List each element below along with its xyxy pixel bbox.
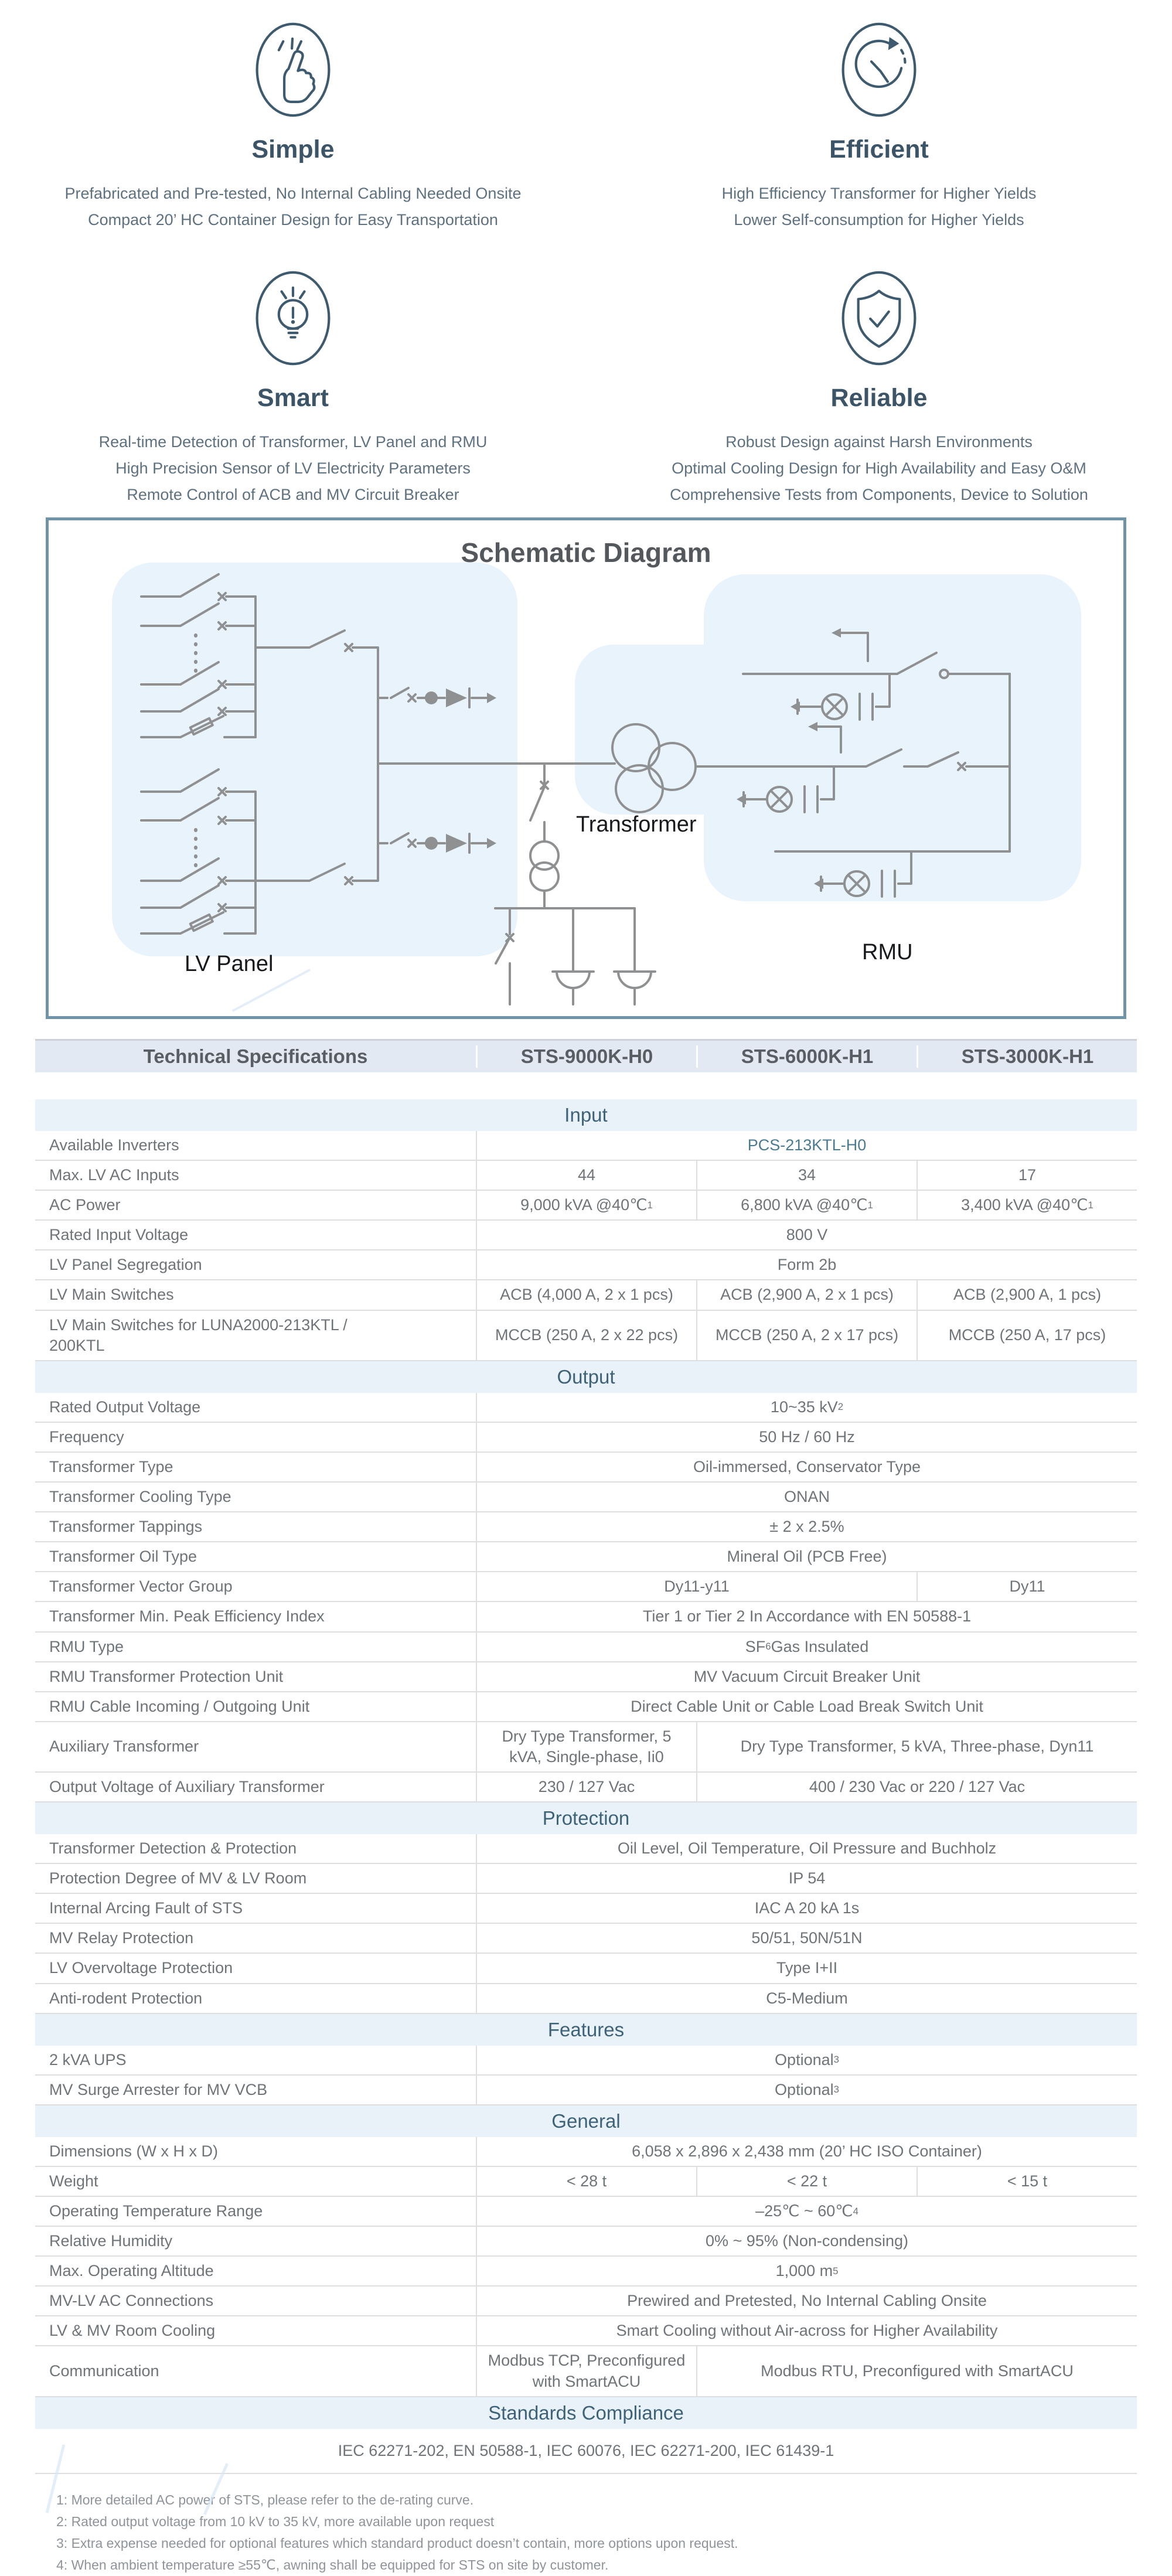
row-label: Rated Output Voltage [49, 1398, 201, 1416]
row-label: Available Inverters [49, 1136, 179, 1154]
row-value: Modbus RTU, Preconfigured with SmartACU [696, 2346, 1137, 2396]
row-label: LV Overvoltage Protection [49, 1959, 233, 1977]
table-row [35, 1894, 1137, 1924]
feature-text-line: Comprehensive Tests from Components, Device to Solution [670, 486, 1088, 503]
row-value: Oil Level, Oil Temperature, Oil Pressure and Buchholz [476, 1834, 1137, 1863]
row-value: Mineral Oil (PCB Free) [476, 1542, 1137, 1571]
table-row [35, 1984, 1137, 2014]
table-row [35, 1453, 1137, 1483]
table-row [35, 2287, 1137, 2316]
feature-title: Smart [257, 384, 329, 412]
snap-fingers-icon [0, 15, 586, 127]
model-column-sts-6000k-h1: STS-6000K-H1 [696, 1045, 917, 1068]
schematic-diagram-panel [46, 517, 1126, 1019]
table-row [35, 2346, 1137, 2397]
row-value: Smart Cooling without Air-across for Higher Availability [476, 2316, 1137, 2345]
table-row [35, 1311, 1137, 1361]
row-label: AC Power [49, 1196, 121, 1214]
row-label: Weight [49, 2172, 98, 2190]
row-label: LV & MV Room Cooling [49, 2322, 216, 2340]
spec-header-title: Technical Specifications [143, 1045, 368, 1067]
row-value: –25℃ ~ 60℃ 4 [476, 2197, 1137, 2226]
standards-value: IEC 62271-202, EN 50588-1, IEC 60076, IEC 62271-200, IEC 61439-1 [35, 2429, 1137, 2474]
feature-title: Efficient [829, 135, 929, 163]
table-row [35, 1572, 1137, 1602]
table-row [35, 2076, 1137, 2105]
row-label: Max. Operating Altitude [49, 2262, 214, 2280]
row-label: RMU Type [49, 1637, 124, 1655]
row-value: Dy11-y11 [476, 1572, 917, 1601]
row-value: MCCB (250 A, 2 x 22 pcs) [476, 1311, 696, 1360]
row-value: C5-Medium [476, 1984, 1137, 2013]
shield-check-icon [586, 264, 1172, 376]
table-row [35, 1602, 1137, 1632]
feature-text-line: Robust Design against Harsh Environments [725, 433, 1033, 451]
footnote: 1: More detailed AC power of STS, please refer to the de-rating curve. [56, 2492, 474, 2507]
spec-table [35, 1039, 1137, 2474]
section-header-standards-compliance: Standards Compliance [35, 2397, 1137, 2429]
row-value: 230 / 127 Vac [476, 1773, 696, 1801]
row-label: Internal Arcing Fault of STS [49, 1899, 243, 1917]
row-label: 2 kVA UPS [49, 2050, 127, 2069]
row-value: ACB (2,900 A, 1 pcs) [917, 1280, 1137, 1309]
lv-panel-label: LV Panel [185, 952, 274, 976]
table-row [35, 1512, 1137, 1542]
row-value: 17 [917, 1161, 1137, 1190]
row-label: RMU Cable Incoming / Outgoing Unit [49, 1697, 310, 1715]
table-row [35, 1483, 1137, 1512]
row-value: Dry Type Transformer, 5 kVA, Three-phase, Dyn11 [696, 1722, 1137, 1771]
row-label: MV-LV AC Connections [49, 2292, 214, 2310]
feature-text-line: High Precision Sensor of LV Electricity Parameters [115, 459, 471, 477]
row-value: 34 [696, 1161, 917, 1190]
row-value: Dry Type Transformer, 5 kVA, Single-phase, Ii0 [476, 1722, 696, 1771]
row-label: Transformer Detection & Protection [49, 1839, 297, 1858]
section-header-output: Output [35, 1361, 1137, 1393]
row-label: Protection Degree of MV & LV Room [49, 1869, 307, 1887]
footnote: 4: When ambient temperature ≥55℃, awning shall be equipped for STS on site by customer. [56, 2557, 609, 2572]
table-row [35, 1191, 1137, 1221]
feature-card-reliable [586, 264, 1172, 508]
table-row [35, 1161, 1137, 1191]
row-value: Type I+II [476, 1954, 1137, 1982]
region-backgrounds [112, 563, 1081, 956]
row-label: RMU Transformer Protection Unit [49, 1667, 284, 1685]
row-value: 6,800 kVA @40℃ 1 [696, 1191, 917, 1219]
rmu-label: RMU [862, 940, 913, 965]
row-value: MV Vacuum Circuit Breaker Unit [476, 1662, 1137, 1691]
row-label: Transformer Tappings [49, 1518, 203, 1536]
model-column-sts-3000k-h1: STS-3000K-H1 [917, 1045, 1137, 1068]
row-value: 400 / 230 Vac or 220 / 127 Vac [696, 1773, 1137, 1801]
spec-sections [35, 1099, 1137, 2397]
row-value: Dy11 [917, 1572, 1137, 1601]
row-label: Frequency [49, 1427, 124, 1446]
feature-text-line: Optimal Cooling Design for High Availability and Easy O&M [672, 459, 1086, 477]
row-value: < 22 t [696, 2167, 917, 2196]
feature-text-line: Prefabricated and Pre-tested, No Internal Cabling Needed Onsite [64, 185, 522, 202]
row-value: 800 V [476, 1221, 1137, 1249]
feature-title: Simple [251, 135, 335, 163]
lightbulb-icon [0, 264, 586, 376]
table-row [35, 2137, 1137, 2167]
row-label: Rated Input Voltage [49, 1226, 189, 1244]
row-label: Output Voltage of Auxiliary Transformer [49, 1777, 325, 1795]
row-value: ACB (4,000 A, 2 x 1 pcs) [476, 1280, 696, 1309]
section-header-protection: Protection [35, 1802, 1137, 1834]
table-row [35, 2167, 1137, 2197]
row-label: Operating Temperature Range [49, 2202, 263, 2220]
row-label: Transformer Min. Peak Efficiency Index [49, 1607, 325, 1626]
row-value: IAC A 20 kA 1s [476, 1894, 1137, 1923]
row-value: Oil-immersed, Conservator Type [476, 1453, 1137, 1481]
row-label: MV Surge Arrester for MV VCB [49, 2080, 268, 2098]
row-label: Transformer Vector Group [49, 1577, 233, 1596]
row-label: Relative Humidity [49, 2232, 173, 2250]
table-row [35, 1393, 1137, 1423]
footnotes [56, 2489, 1172, 2576]
row-label: MV Relay Protection [49, 1929, 194, 1947]
row-value: < 15 t [917, 2167, 1137, 2196]
row-value: 50/51, 50N/51N [476, 1924, 1137, 1953]
table-row [35, 1773, 1137, 1802]
row-value: < 28 t [476, 2167, 696, 2196]
table-row [35, 1834, 1137, 1864]
row-value: Tier 1 or Tier 2 In Accordance with EN 50588-1 [476, 1602, 1137, 1631]
feature-card-efficient [586, 15, 1172, 233]
table-row [35, 1722, 1137, 1773]
row-label: Anti-rodent Protection [49, 1989, 203, 2007]
table-row [35, 1954, 1137, 1984]
row-value: Optional 3 [476, 2046, 1137, 2074]
row-value: 0% ~ 95% (Non-condensing) [476, 2227, 1137, 2255]
clock-efficiency-icon [586, 15, 1172, 127]
row-value: Modbus TCP, Preconfigured with SmartACU [476, 2346, 696, 2396]
row-label: Transformer Type [49, 1457, 173, 1476]
table-row [35, 1221, 1137, 1250]
table-row [35, 2257, 1137, 2287]
feature-text-line: Compact 20’ HC Container Design for Easy Transportation [88, 211, 498, 229]
row-label: Transformer Oil Type [49, 1548, 197, 1566]
row-value: 44 [476, 1161, 696, 1190]
section-header-input: Input [35, 1099, 1137, 1131]
row-label: Max. LV AC Inputs [49, 1166, 179, 1184]
row-label: Dimensions (W x H x D) [49, 2142, 219, 2160]
feature-card-simple [0, 15, 586, 233]
table-row [35, 1662, 1137, 1692]
footnote: 2: Rated output voltage from 10 kV to 35 kV, more available upon request [56, 2513, 495, 2529]
row-value: Prewired and Pretested, No Internal Cabling Onsite [476, 2287, 1137, 2315]
row-label: Transformer Cooling Type [49, 1488, 231, 1506]
schematic-title: Schematic Diagram [461, 537, 711, 568]
model-column-sts-9000k-h0: STS-9000K-H0 [476, 1045, 696, 1068]
footnote: 3: Extra expense needed for optional features which standard product doesn’t contain, more options upon request. [56, 2535, 738, 2551]
table-row [35, 2197, 1137, 2227]
row-value: IP 54 [476, 1864, 1137, 1893]
table-row [35, 2227, 1137, 2257]
row-value: PCS-213KTL-H0 [476, 1131, 1137, 1160]
table-row [35, 1423, 1137, 1453]
table-row [35, 1924, 1137, 1954]
feature-card-smart [0, 264, 586, 508]
row-value: Form 2b [476, 1250, 1137, 1279]
feature-text-line: High Efficiency Transformer for Higher Yields [721, 185, 1037, 202]
transformer-label: Transformer [576, 812, 697, 837]
table-row [35, 1131, 1137, 1161]
row-label: LV Main Switches [49, 1286, 174, 1304]
section-header-general: General [35, 2105, 1137, 2137]
feature-text-line: Lower Self-consumption for Higher Yields [734, 211, 1024, 229]
row-value: MCCB (250 A, 17 pcs) [917, 1311, 1137, 1360]
row-value: 9,000 kVA @40℃ 1 [476, 1191, 696, 1219]
single-line-diagram [49, 520, 1121, 1016]
feature-highlights [0, 0, 1172, 508]
feature-text-line: Real-time Detection of Transformer, LV Panel and RMU [98, 433, 488, 451]
table-row [35, 2046, 1137, 2076]
row-label: LV Main Switches for LUNA2000-213KTL / 200KTL [49, 1316, 347, 1354]
table-row [35, 1864, 1137, 1894]
table-row [35, 1692, 1137, 1722]
row-value: Optional 3 [476, 2076, 1137, 2104]
row-label: Communication [49, 2362, 159, 2380]
table-row [35, 1633, 1137, 1662]
table-row [35, 1250, 1137, 1280]
table-row [35, 1542, 1137, 1572]
table-row [35, 2316, 1137, 2346]
row-value: 50 Hz / 60 Hz [476, 1423, 1137, 1451]
row-value: ONAN [476, 1483, 1137, 1511]
row-label: Auxiliary Transformer [49, 1737, 199, 1756]
row-value: 1,000 m 5 [476, 2257, 1137, 2285]
row-value: ACB (2,900 A, 2 x 1 pcs) [696, 1280, 917, 1309]
row-value: MCCB (250 A, 2 x 17 pcs) [696, 1311, 917, 1360]
feature-title: Reliable [830, 384, 928, 412]
row-value: 6,058 x 2,896 x 2,438 mm (20’ HC ISO Container) [476, 2137, 1137, 2166]
row-label: LV Panel Segregation [49, 1256, 202, 1274]
table-row [35, 1280, 1137, 1310]
section-header-features: Features [35, 2014, 1137, 2046]
row-value: ± 2 x 2.5% [476, 1512, 1137, 1541]
row-value: 10~35 kV 2 [476, 1393, 1137, 1422]
row-value: 3,400 kVA @40℃ 1 [917, 1191, 1137, 1219]
row-value: SF 6 Gas Insulated [476, 1633, 1137, 1661]
row-value: Direct Cable Unit or Cable Load Break Switch Unit [476, 1692, 1137, 1721]
spec-table-header [35, 1039, 1137, 1072]
feature-text-line: Remote Control of ACB and MV Circuit Breaker [127, 486, 459, 503]
